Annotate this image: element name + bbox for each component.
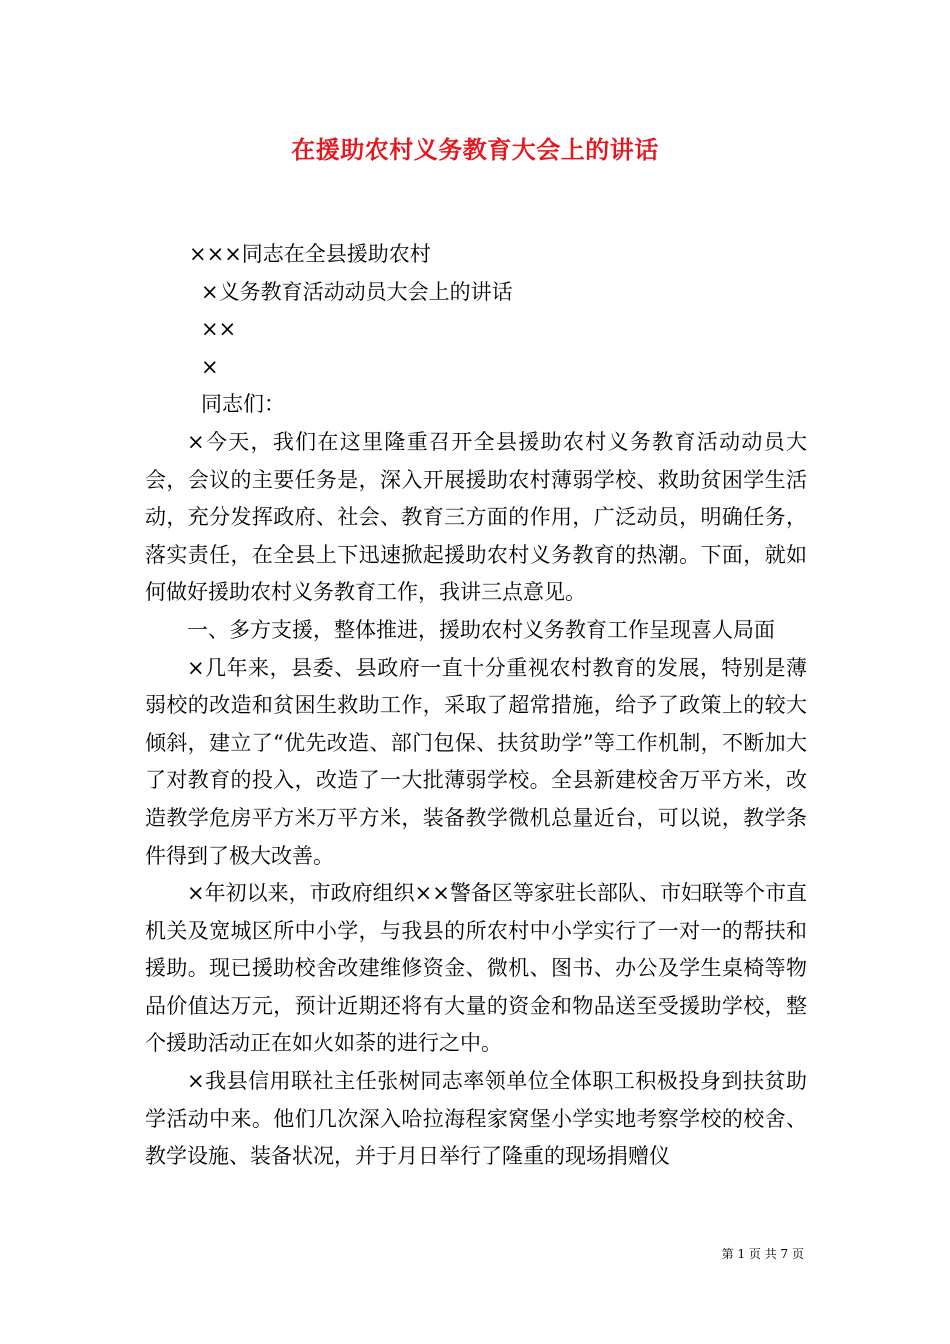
header-line-speaker: ×××同志在全县援助农村 (189, 242, 431, 266)
document-title: 在援助农村义务教育大会上的讲话 (291, 135, 659, 164)
header-line-mark-double: ×× (201, 317, 237, 342)
paragraph-credit-union: ×我县信用联社主任张树同志率领单位全体职工积极投身到扶贫助学活动中来。他们几次深入哈拉海程家窝堡小学实地考察学校的校舍、教学设施、装备状况，并于月日举行了隆重的现场捐赠仪 (145, 1069, 807, 1169)
header-line-mark-single: × (201, 354, 219, 379)
paragraph-city-support: ×年初以来，市政府组织××警备区等家驻长部队、市妇联等个市直机关及宽城区所中小学，与我县的所农村中小学实行了一对一的帮扶和援助。现已援助校舍改建维修资金、微机、图书、办公及学生桌椅等物品价值达万元，预计近期还将有大量的资金和物品送至受援助学校，整个援助活动正在如火如荼的进行之中。 (145, 881, 807, 1056)
salutation: 同志们： (201, 392, 285, 417)
section-heading-1: 一、多方支援，整体推进，援助农村义务教育工作呈现喜人局面 (187, 617, 775, 642)
header-line-subtitle: ×义务教育活动动员大会上的讲话 (201, 279, 513, 304)
paragraph-intro: ×今天，我们在这里隆重召开全县援助农村义务教育活动动员大会，会议的主要任务是，深入开展援助农村薄弱学校、救助贫困学生活动，充分发挥政府、社会、教育三方面的作用，广泛动员，明确任务，落实责任，在全县上下迅速掀起援助农村义务教育的热潮。下面，就如何做好援助农村义务教育工作，我讲三点意见。 (145, 429, 807, 605)
document-body (145, 236, 807, 1176)
paragraph-county-efforts: ×几年来，县委、县政府一直十分重视农村教育的发展，特别是薄弱校的改造和贫困生救助工作，采取了超常措施，给予了政策上的较大倾斜，建立了“优先改造、部门包保、扶贫助学”等工作机制，不断加大了对教育的投入，改造了一大批薄弱学校。全县新建校舍万平方米，改造教学危房平方米万平方米，装备教学微机总量近台，可以说，教学条件得到了极大改善。 (145, 655, 807, 868)
page-number-footer: 第 1 页 共 7 页 (721, 1247, 804, 1261)
